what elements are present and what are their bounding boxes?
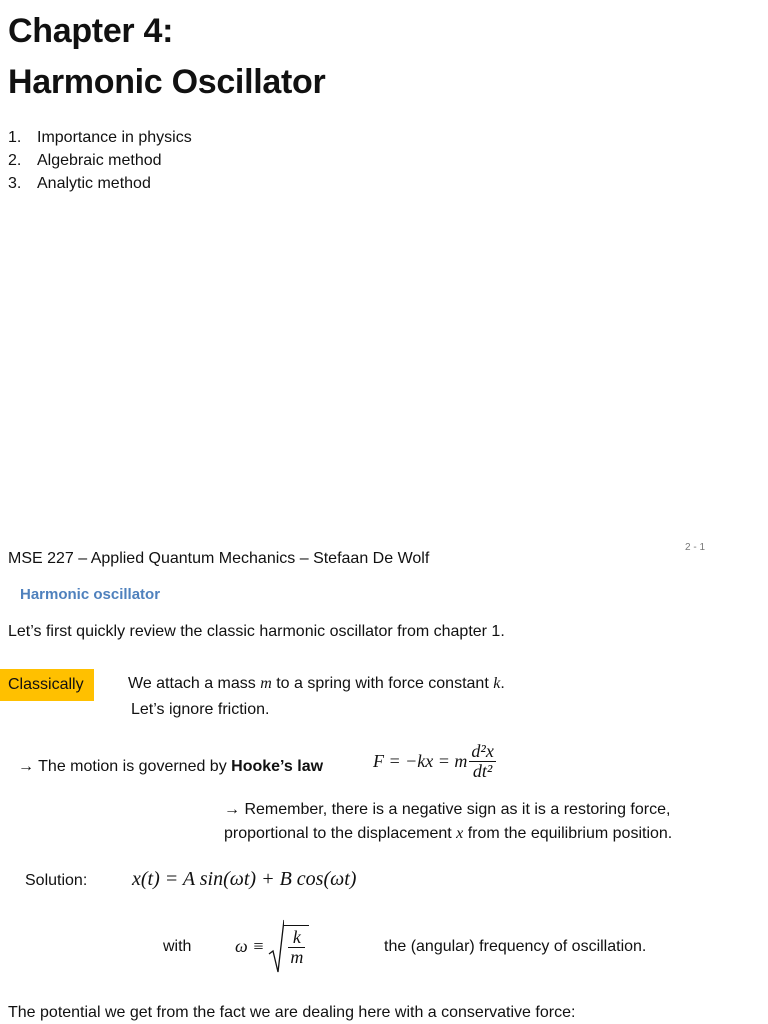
page-number: 2 - 1 <box>685 542 706 553</box>
with-label: with <box>163 938 192 955</box>
solution-equation: x(t) = A sin(ωt) + B cos(ωt) <box>132 868 357 890</box>
section-heading: Harmonic oscillator <box>20 586 161 603</box>
slide-title-line2: Harmonic Oscillator <box>8 63 326 101</box>
friction-text: Let’s ignore friction. <box>131 701 270 718</box>
outline-item: 2. Algebraic method <box>8 152 162 169</box>
slide-footer: MSE 227 – Applied Quantum Mechanics – Stefaan De Wolf <box>8 550 430 567</box>
remember-line1: → Remember, there is a negative sign as it is a restoring force, <box>224 801 671 818</box>
outline-list <box>8 126 192 195</box>
intro-text: Let’s first quickly review the classic harmonic oscillator from chapter 1. <box>8 623 505 640</box>
sqrt-icon <box>268 918 284 974</box>
omega-equation: ω ≡ $\frac{k}{m}$ <box>235 918 309 974</box>
arrow-right-icon: → <box>18 758 34 775</box>
outline-item: 3. Analytic method <box>8 175 151 192</box>
solution-label: Solution: <box>25 872 88 889</box>
outline-item: 1. Importance in physics <box>8 129 192 146</box>
hooke-equation: F = −kx = m $\frac{\text{d²x}}{\text{dt²}}$ <box>373 741 494 781</box>
attach-mass-text: We attach a mass m to a spring with force constant k. <box>128 675 505 692</box>
motion-text: → The motion is governed by Hooke’s law <box>18 758 324 775</box>
potential-text: The potential we get from the fact we are dealing here with a conservative force: <box>8 1004 576 1021</box>
classically-badge: Classically <box>0 669 94 701</box>
remember-line2: proportional to the displacement x from the equilibrium position. <box>224 825 673 842</box>
slide-title-line1: Chapter 4: <box>8 12 174 50</box>
omega-description: the (angular) frequency of oscillation. <box>384 938 647 955</box>
